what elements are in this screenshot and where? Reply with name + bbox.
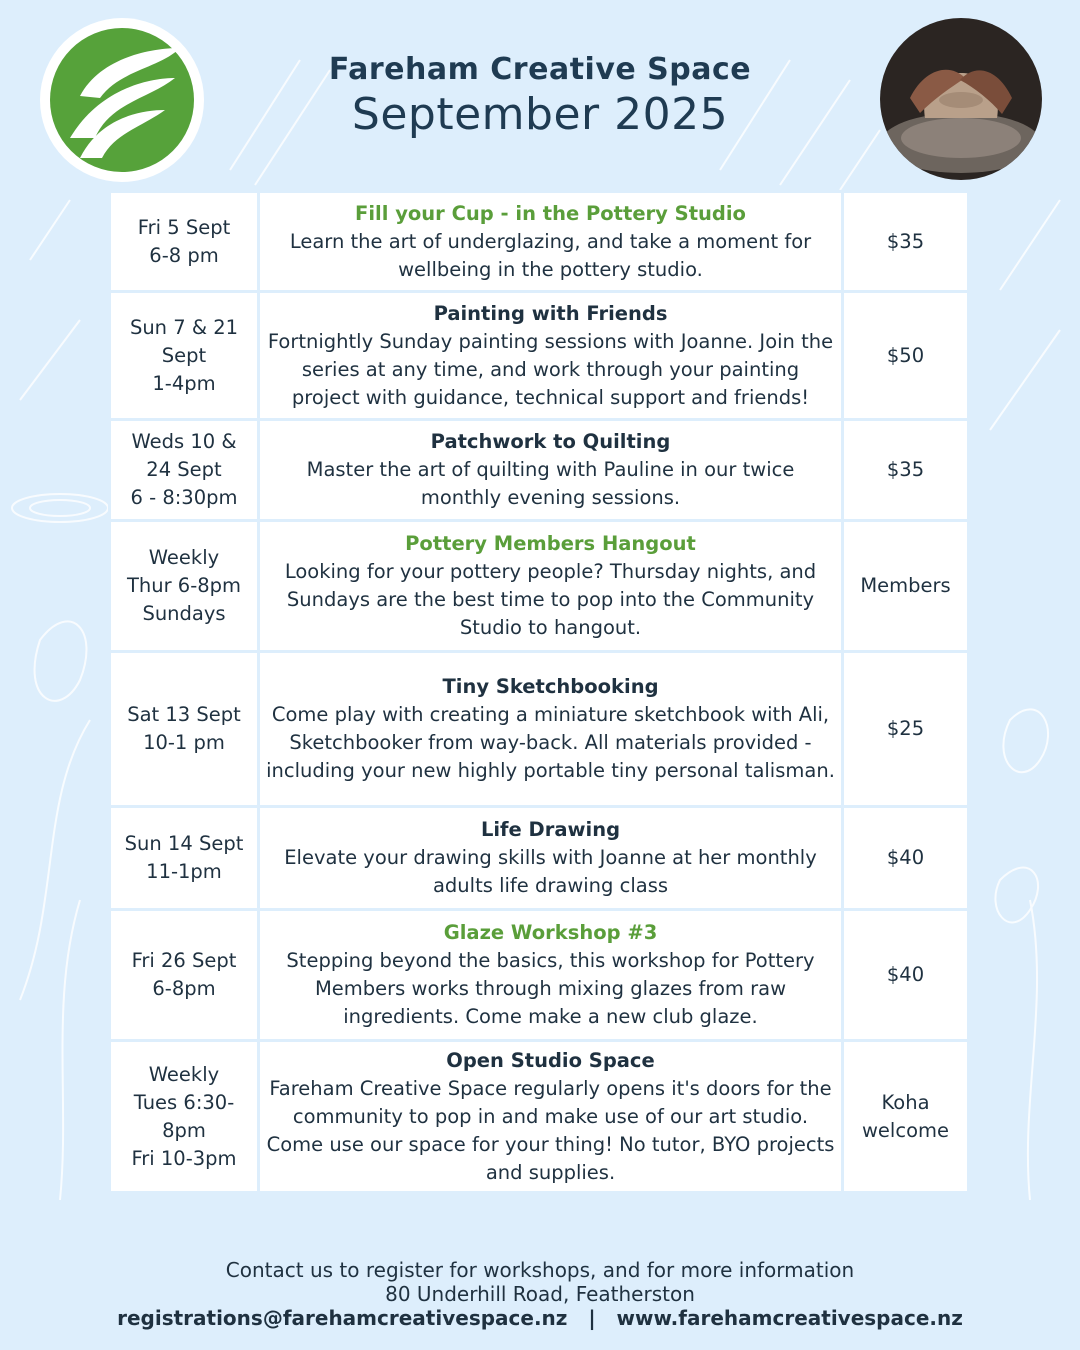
event-details [259, 1041, 843, 1193]
event-price: $25 [843, 652, 969, 807]
event-date: Sun 7 & 21 Sept 1-4pm [110, 292, 259, 420]
website-link[interactable]: www.farehamcreativespace.nz [616, 1306, 963, 1330]
event-price: $50 [843, 292, 969, 420]
event-description: Elevate your drawing skills with Joanne at her monthly adults life drawing class [284, 846, 817, 897]
event-description: Stepping beyond the basics, this workshop for Pottery Members works through mixing glazes from raw ingredients. Come make a new club glaze. [286, 949, 815, 1028]
footer [0, 1258, 1080, 1330]
event-description: Learn the art of underglazing, and take a moment for wellbeing in the pottery studio. [289, 229, 812, 281]
event-details [259, 420, 843, 521]
event-price: $40 [843, 807, 969, 910]
event-row [110, 192, 969, 292]
event-price: $40 [843, 910, 969, 1041]
event-description: Looking for your pottery people? Thursday nights, and Sundays are the best time to pop into the Community Studio to hangout. [284, 560, 817, 639]
event-details [259, 192, 843, 292]
event-title: Fill your Cup - in the Pottery Studio [355, 201, 746, 225]
event-title: Painting with Friends [433, 301, 668, 325]
event-description: Fareham Creative Space regularly opens it's doors for the community to pop in and make use of our art studio. Come use our space for your thing! No tutor, BYO projects and supplies. [266, 1076, 835, 1184]
events-table [108, 190, 970, 1194]
footer-address: 80 Underhill Road, Featherston [385, 1282, 695, 1306]
event-title: Glaze Workshop #3 [443, 921, 658, 944]
event-date: Weekly Tues 6:30- 8pm Fri 10-3pm [110, 1041, 259, 1193]
event-price: Koha welcome [843, 1041, 969, 1193]
event-title: Life Drawing [480, 818, 621, 841]
event-details [259, 807, 843, 910]
event-date: Sun 14 Sept 11-1pm [110, 807, 259, 910]
footer-contact-text: Contact us to register for workshops, and for more information [225, 1258, 855, 1282]
event-date: Weekly Thur 6-8pm Sundays [110, 521, 259, 652]
event-details [259, 292, 843, 420]
event-price: $35 [843, 192, 969, 292]
pottery-photo-icon [880, 18, 1042, 180]
event-title: Pottery Members Hangout [405, 532, 696, 555]
event-row [110, 1041, 969, 1193]
event-description: Fortnightly Sunday painting sessions with Joanne. Join the series at any time, and work through your painting project with guidance, technical support and friends! [267, 329, 834, 409]
event-row [110, 910, 969, 1041]
event-details [259, 521, 843, 652]
event-title: Tiny Sketchbooking [442, 675, 659, 698]
event-details [259, 910, 843, 1041]
event-title: Open Studio Space [446, 1048, 655, 1072]
event-date: Fri 5 Sept 6-8 pm [110, 192, 259, 292]
event-row [110, 521, 969, 652]
footer-links [0, 1306, 1080, 1330]
event-date: Weds 10 & 24 Sept 6 - 8:30pm [110, 420, 259, 521]
event-price: Members [843, 521, 969, 652]
email-link[interactable]: registrations@farehamcreativespace.nz [117, 1306, 568, 1330]
event-row [110, 652, 969, 807]
event-date: Sat 13 Sept 10-1 pm [110, 652, 259, 807]
event-row [110, 292, 969, 420]
event-row [110, 807, 969, 910]
event-row [110, 420, 969, 521]
header [240, 52, 840, 140]
event-title: Patchwork to Quilting [430, 430, 671, 453]
event-description: Come play with creating a miniature sketchbook with Ali, Sketchbooker from way-back. All materials provided - including your new highly portable tiny personal talisman. [266, 703, 835, 782]
event-date: Fri 26 Sept 6-8pm [110, 910, 259, 1041]
event-description: Master the art of quilting with Pauline in our twice monthly evening sessions. [306, 458, 795, 509]
page-title: September 2025 [351, 89, 729, 140]
event-details [259, 652, 843, 807]
fareham-logo-icon [40, 18, 204, 182]
footer-separator: | [588, 1306, 596, 1330]
organization-name: Fareham Creative Space [328, 52, 752, 87]
event-price: $35 [843, 420, 969, 521]
